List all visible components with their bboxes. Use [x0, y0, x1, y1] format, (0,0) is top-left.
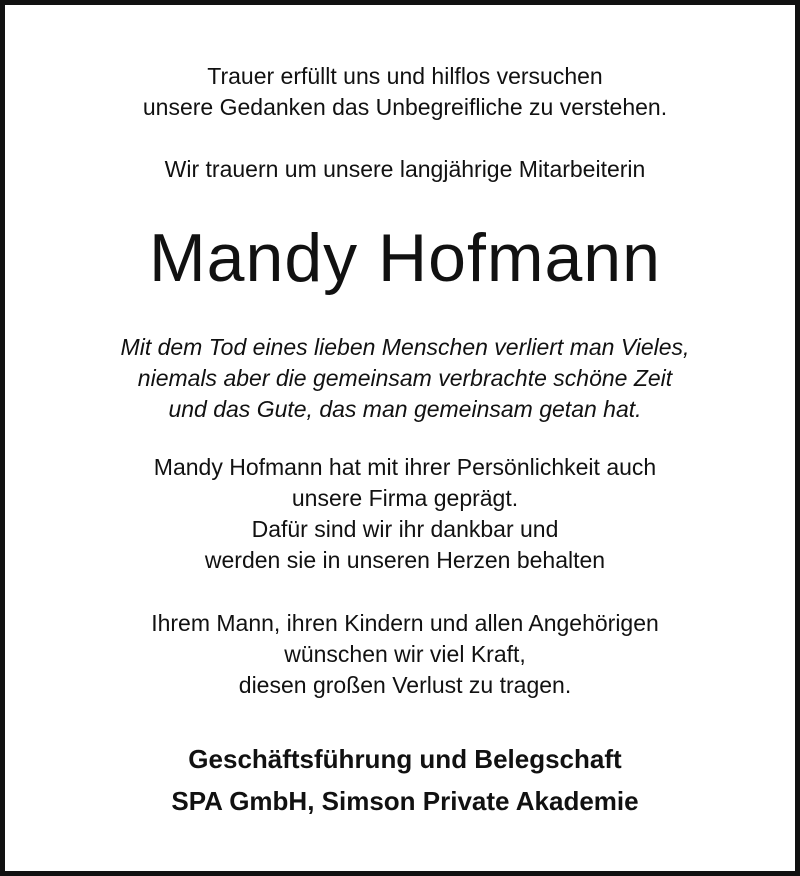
condolence-line: wünschen wir viel Kraft,: [284, 641, 526, 667]
intro-line: unsere Gedanken das Unbegreifliche zu verstehen.: [142, 94, 668, 120]
deceased-name-text: Mandy Hofmann: [149, 220, 661, 296]
tribute-line: unsere Firma geprägt.: [291, 485, 519, 511]
subhead-line: Wir trauern um unsere langjährige Mitarbeiterin: [164, 156, 646, 182]
mourning-subhead: [5, 154, 800, 185]
tribute-line: Mandy Hofmann hat mit ihrer Persönlichkeit auch: [153, 454, 657, 480]
tribute-line: Dafür sind wir ihr dankbar und: [251, 516, 559, 542]
quote-line: Mit dem Tod eines lieben Menschen verliert man Vieles,: [120, 334, 690, 360]
signature-block: [5, 738, 800, 822]
condolence-paragraph: [5, 608, 800, 701]
deceased-name: [5, 217, 800, 299]
intro-text: [5, 61, 800, 123]
signature-company: SPA GmbH, Simson Private Akademie: [171, 786, 639, 816]
signature-line: Geschäftsführung und Belegschaft: [188, 744, 622, 774]
condolence-line: Ihrem Mann, ihren Kindern und allen Angehörigen: [151, 610, 659, 636]
tribute-paragraph: [5, 452, 800, 576]
quote-line: und das Gute, das man gemeinsam getan hat.: [168, 396, 642, 422]
tribute-line: werden sie in unseren Herzen behalten: [204, 547, 606, 573]
quote-line: niemals aber die gemeinsam verbrachte schöne Zeit: [137, 365, 673, 391]
condolence-line: diesen großen Verlust zu tragen.: [238, 672, 572, 698]
memorial-quote: [5, 332, 800, 425]
intro-line: Trauer erfüllt uns und hilflos versuchen: [207, 63, 603, 89]
